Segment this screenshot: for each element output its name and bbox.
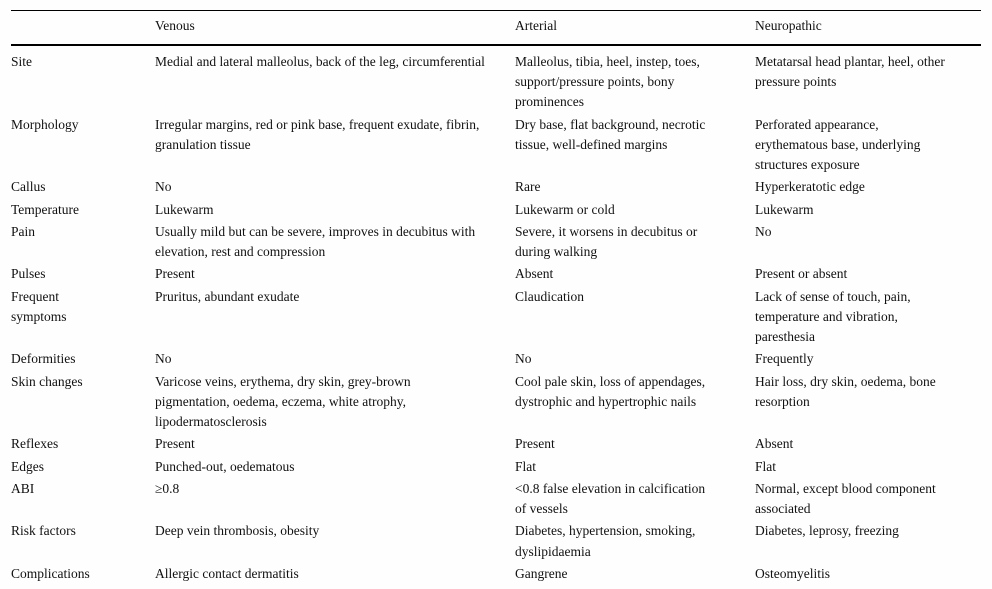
arterial-cell: Malleolus, tibia, heel, instep, toes, support/pressure points, bony prominences (515, 53, 700, 110)
arterial-cell: No (515, 351, 532, 367)
row-label-cell: Site (11, 53, 33, 69)
table-row (11, 286, 981, 349)
arterial-cell: Present (515, 436, 555, 452)
venous-cell: No (155, 351, 172, 367)
neuropathic-cell: Lack of sense of touch, pain, temperature and vibration, paresthesia (755, 288, 911, 345)
column-header-neuropathic: Neuropathic (755, 18, 822, 33)
row-label-cell: Complications (11, 565, 90, 581)
row-label-cell: Callus (11, 179, 46, 195)
arterial-cell: Dry base, flat background, necrotic tissue, well-defined margins (515, 116, 706, 152)
table-row (11, 45, 981, 114)
table-row (11, 221, 981, 264)
neuropathic-cell: Hair loss, dry skin, oedema, bone resorption (755, 373, 936, 409)
venous-cell: No (155, 179, 172, 195)
venous-cell: Punched-out, oedematous (155, 458, 295, 474)
neuropathic-cell: Hyperkeratotic edge (755, 179, 865, 195)
row-label-cell: Reflexes (11, 436, 59, 452)
venous-cell: Pruritus, abundant exudate (155, 288, 300, 304)
neuropathic-cell: Metatarsal head plantar, heel, other pressure points (755, 53, 945, 90)
neuropathic-cell: Flat (755, 458, 777, 474)
venous-cell: ≥0.8 (155, 480, 180, 496)
table-row (11, 563, 981, 589)
venous-cell: Irregular margins, red or pink base, frequent exudate, fibrin, granulation tissue (155, 116, 480, 152)
venous-cell: Medial and lateral malleolus, back of the leg, circumferential (155, 53, 485, 69)
table-body (11, 45, 981, 589)
row-label-cell: Pulses (11, 266, 46, 282)
table-row (11, 176, 981, 198)
column-header-arterial: Arterial (515, 18, 557, 33)
row-label-cell: Deformities (11, 351, 76, 367)
arterial-cell: Rare (515, 179, 541, 195)
row-label-cell: Skin changes (11, 373, 83, 389)
venous-cell: Deep vein thrombosis, obesity (155, 523, 320, 539)
venous-cell: Present (155, 436, 195, 452)
venous-cell: Usually mild but can be severe, improves in decubitus with elevation, rest and compression (155, 223, 476, 260)
ulcer-comparison-table-wrap (11, 10, 981, 589)
neuropathic-cell: Frequently (755, 351, 814, 367)
header-row (11, 11, 981, 45)
row-label-cell: Edges (11, 458, 44, 474)
neuropathic-cell: No (755, 223, 772, 239)
arterial-cell: Flat (515, 458, 537, 474)
ulcer-comparison-table (11, 11, 981, 589)
neuropathic-cell: Absent (755, 436, 794, 452)
neuropathic-cell: Present or absent (755, 266, 848, 282)
column-header-venous: Venous (155, 18, 195, 33)
row-label-cell: Risk factors (11, 523, 76, 539)
paper-page (0, 10, 992, 589)
table-row (11, 199, 981, 221)
venous-cell: Allergic contact dermatitis (155, 565, 299, 581)
arterial-cell: Absent (515, 266, 554, 282)
table-row (11, 263, 981, 285)
row-label-cell: Frequent symptoms (11, 288, 67, 324)
arterial-cell: Severe, it worsens in decubitus or during walking (515, 223, 698, 260)
table-row (11, 456, 981, 478)
row-label-cell: ABI (11, 480, 35, 496)
arterial-cell: Claudication (515, 288, 584, 304)
neuropathic-cell: Diabetes, leprosy, freezing (755, 523, 899, 539)
table-row (11, 114, 981, 177)
row-label-cell: Pain (11, 223, 36, 239)
arterial-cell: <0.8 false elevation in calcification of vessels (515, 480, 706, 517)
table-row (11, 520, 981, 563)
neuropathic-cell: Perforated appearance, erythematous base, underlying structures exposure (755, 116, 921, 173)
table-row (11, 478, 981, 521)
table-row (11, 433, 981, 455)
table-header (11, 11, 981, 45)
neuropathic-cell: Normal, except blood component associated (755, 480, 936, 517)
corner-header-cell (11, 11, 155, 45)
row-label-cell: Morphology (11, 116, 79, 132)
table-row (11, 348, 981, 370)
row-label-cell: Temperature (11, 201, 80, 217)
arterial-cell: Lukewarm or cold (515, 201, 615, 217)
venous-cell: Lukewarm (155, 201, 214, 217)
table-row (11, 371, 981, 434)
neuropathic-cell: Lukewarm (755, 201, 814, 217)
arterial-cell: Diabetes, hypertension, smoking, dyslipidaemia (515, 523, 696, 559)
arterial-cell: Gangrene (515, 565, 568, 581)
venous-cell: Varicose veins, erythema, dry skin, grey-brown pigmentation, oedema, eczema, white atrophy, lipodermatosclerosis (155, 373, 411, 430)
arterial-cell: Cool pale skin, loss of appendages, dystrophic and hypertrophic nails (515, 373, 706, 409)
venous-cell: Present (155, 266, 195, 282)
neuropathic-cell: Osteomyelitis (755, 565, 830, 581)
